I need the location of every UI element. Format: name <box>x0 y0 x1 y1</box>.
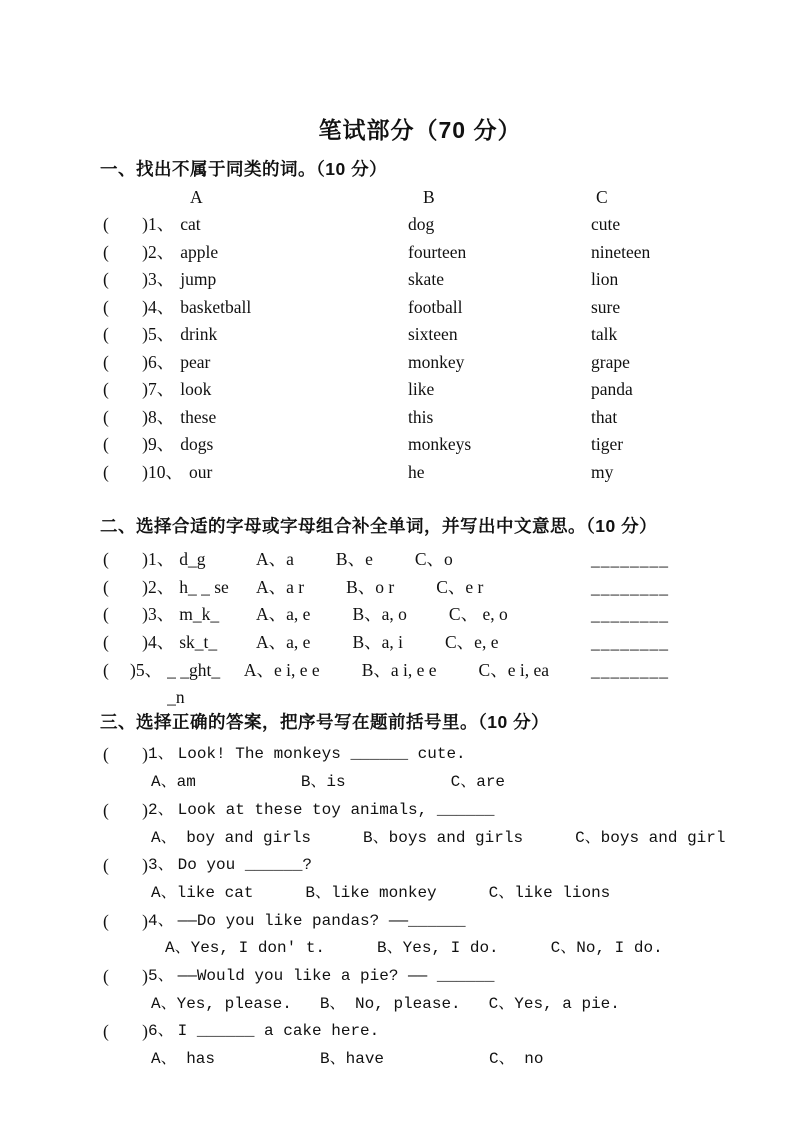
answer-parentheses <box>103 546 148 574</box>
word-a: cat <box>180 214 201 234</box>
option-b: B、like monkey <box>305 883 437 902</box>
fill-word-row <box>103 546 669 574</box>
answer-parentheses <box>103 629 148 657</box>
paren-open: ( <box>103 434 109 454</box>
word-a: these <box>180 406 217 427</box>
row-number: 1、 <box>148 549 175 569</box>
answer-parentheses <box>103 601 148 629</box>
option-b: B、a i, e e <box>361 659 437 680</box>
paren-close: ) <box>142 799 148 820</box>
paren-open: ( <box>103 744 109 765</box>
option-c: C、 no <box>489 1050 544 1068</box>
question-number: 1、 <box>148 745 174 764</box>
word-b: monkeys <box>408 434 472 454</box>
question-text: Look at these toy animals, ______ <box>177 800 495 819</box>
question-number: 5、 <box>148 966 174 985</box>
paren-open: ( <box>103 379 109 399</box>
word-b: fourteen <box>408 241 467 262</box>
option-a: A、 has <box>151 1050 216 1068</box>
paren-open: ( <box>103 351 109 372</box>
paren-close: ) <box>142 269 148 289</box>
option-b: B、a, o <box>352 604 407 625</box>
answer-parentheses <box>103 349 148 377</box>
row-number: 3、 <box>148 269 175 289</box>
paren-open: ( <box>103 324 109 344</box>
word-b: sixteen <box>408 324 458 344</box>
section2-heading: 二、选择合适的字母或字母组合补全单词，并写出中文意思。（10 分） <box>100 516 658 536</box>
paren-close: ) <box>142 379 148 399</box>
word-a: apple <box>180 241 219 262</box>
row-number: 1、 <box>148 214 175 234</box>
table-row <box>103 376 800 404</box>
table-row <box>103 349 800 377</box>
paren-close: ) <box>142 576 148 597</box>
paren-close: ) <box>142 461 148 482</box>
answer-parentheses <box>103 266 148 294</box>
question-line <box>103 741 800 769</box>
option-c: C、Yes, a pie. <box>488 994 620 1013</box>
word-b: football <box>408 296 463 317</box>
options-line <box>103 935 800 963</box>
paren-close: ) <box>142 604 148 625</box>
paren-open: ( <box>103 406 109 427</box>
option-c: C、e r <box>436 576 484 597</box>
word-c: lion <box>591 269 619 289</box>
table-row <box>103 459 800 487</box>
answer-parentheses <box>103 852 148 880</box>
option-a: A、a <box>256 549 294 569</box>
paren-close: ) <box>142 855 148 876</box>
word-c: my <box>591 461 614 482</box>
column-header-b: B <box>423 187 435 207</box>
row-number: 7、 <box>148 379 175 399</box>
table-row <box>103 239 800 267</box>
option-b: B、a, i <box>352 632 403 653</box>
row-number: 8、 <box>148 406 175 427</box>
section1-heading: 一、找出不属于同类的词。（10 分） <box>100 159 388 179</box>
answer-parentheses <box>103 459 148 487</box>
word-a: jump <box>180 269 217 289</box>
answer-parentheses <box>103 741 148 769</box>
question-line <box>103 963 800 991</box>
answer-parentheses <box>103 239 148 267</box>
fill-word-row <box>103 657 669 708</box>
answer-parentheses <box>103 963 148 991</box>
meaning-blank-line: ________ <box>591 659 669 680</box>
paren-close: ) <box>142 214 148 234</box>
table-row <box>103 294 800 322</box>
paren-open: ( <box>103 910 109 931</box>
row-number: 2、 <box>148 576 175 597</box>
option-a: A、a, e <box>256 632 311 653</box>
row-number: 2、 <box>148 241 175 262</box>
meaning-blank-line: ________ <box>591 549 669 569</box>
row-number: 10、 <box>148 461 183 482</box>
answer-parentheses <box>103 211 148 239</box>
incomplete-word: d_g <box>179 549 206 569</box>
options-line <box>103 1046 800 1074</box>
word-b: dog <box>408 214 435 234</box>
question-text: I ______ a cake here. <box>177 1022 380 1041</box>
paren-open: ( <box>103 576 109 597</box>
paren-open: ( <box>103 269 109 289</box>
section-3 <box>0 708 800 1073</box>
options-line <box>103 769 800 797</box>
paren-close: ) <box>142 434 148 454</box>
answer-parentheses <box>103 657 136 685</box>
row-number: 4、 <box>148 632 175 653</box>
row-number: 4、 <box>148 296 175 317</box>
paren-open: ( <box>103 799 109 820</box>
paren-close: ) <box>142 241 148 262</box>
row-number: 6、 <box>148 351 175 372</box>
word-c: cute <box>591 214 621 234</box>
question-text: Do you ______? <box>177 856 313 875</box>
row-number: 3、 <box>148 604 175 625</box>
table-row <box>103 211 800 239</box>
word-b: he <box>408 461 425 482</box>
paren-open: ( <box>103 1021 109 1042</box>
word-a: drink <box>180 324 218 344</box>
word-c: nineteen <box>591 241 651 262</box>
table-row <box>103 404 800 432</box>
answer-parentheses <box>103 908 148 936</box>
meaning-blank-line: ________ <box>591 632 669 653</box>
paren-open: ( <box>103 965 109 986</box>
option-c: C、No, I do. <box>550 939 663 958</box>
option-a: A、like cat <box>151 883 254 902</box>
word-a: basketball <box>180 296 252 317</box>
paren-open: ( <box>103 604 109 625</box>
table-row <box>103 431 800 459</box>
question-number: 3、 <box>148 856 174 875</box>
option-b: B、e <box>335 549 373 569</box>
option-c: C、o <box>414 549 453 569</box>
paren-open: ( <box>103 632 109 653</box>
word-b: monkey <box>408 351 465 372</box>
paren-close: ) <box>142 632 148 653</box>
option-b: B、Yes, I do. <box>377 939 499 958</box>
option-c: C、like lions <box>488 883 611 902</box>
word-c: that <box>591 406 618 427</box>
column-header-c: C <box>596 187 608 207</box>
section1-column-headers <box>103 184 800 211</box>
word-a: dogs <box>180 434 214 454</box>
option-a: A、am <box>151 773 196 792</box>
option-c: C、e, e <box>445 632 499 653</box>
fill-word-row <box>103 601 669 629</box>
word-b: this <box>408 406 434 427</box>
meaning-blank-line: ________ <box>591 604 669 625</box>
paren-close: ) <box>142 1021 148 1042</box>
table-row <box>103 266 800 294</box>
question-line <box>103 797 800 825</box>
word-a: pear <box>180 351 211 372</box>
answer-parentheses <box>103 431 148 459</box>
question-text: ——Would you like a pie? —— ______ <box>177 966 495 985</box>
section-1 <box>0 155 800 486</box>
paren-open: ( <box>103 296 109 317</box>
paren-close: ) <box>142 549 148 569</box>
answer-parentheses <box>103 376 148 404</box>
word-b: like <box>408 379 435 399</box>
option-b: B、is <box>300 773 346 792</box>
question-number: 4、 <box>148 911 174 930</box>
word-b: skate <box>408 269 444 289</box>
paren-open: ( <box>103 659 109 680</box>
paren-open: ( <box>103 241 109 262</box>
word-c: panda <box>591 379 633 399</box>
option-b: B、o r <box>346 576 395 597</box>
question-number: 2、 <box>148 800 174 819</box>
paren-close: ) <box>142 910 148 931</box>
row-number: 5、 <box>148 324 175 344</box>
options-line <box>103 880 800 908</box>
paren-open: ( <box>103 461 109 482</box>
option-c: C、e i, ea <box>478 659 549 680</box>
answer-parentheses <box>103 574 148 602</box>
paren-open: ( <box>103 549 109 569</box>
options-line <box>103 825 800 853</box>
section-2 <box>0 512 800 708</box>
question-line <box>103 908 800 936</box>
answer-parentheses <box>103 404 148 432</box>
paren-close: ) <box>130 659 136 680</box>
option-a: A、Yes, I don' t. <box>165 939 326 958</box>
word-c: tiger <box>591 434 624 454</box>
paren-close: ) <box>142 406 148 427</box>
table-row <box>103 321 800 349</box>
option-a: A、e i, e e <box>243 659 320 680</box>
option-a: A、a, e <box>256 604 311 625</box>
section3-heading: 三、选择正确的答案，把序号写在题前括号里。（10 分） <box>100 712 550 733</box>
option-b: B、have <box>320 1050 385 1068</box>
option-b: B、 No, please. <box>319 994 461 1013</box>
question-text: Look! The monkeys ______ cute. <box>177 745 466 764</box>
row-number: 9、 <box>148 434 175 454</box>
paren-open: ( <box>103 855 109 876</box>
option-c: C、boys and girl <box>575 828 726 847</box>
paren-close: ) <box>142 296 148 317</box>
options-line <box>103 991 800 1019</box>
paren-close: ) <box>142 324 148 344</box>
question-number: 6、 <box>148 1022 174 1041</box>
incomplete-word: _ _ght_ _n <box>167 659 221 708</box>
question-line <box>103 1018 800 1046</box>
page-title: 笔试部分（70 分） <box>318 117 522 143</box>
word-c: grape <box>591 351 630 372</box>
spacer <box>103 184 148 211</box>
paren-close: ) <box>142 965 148 986</box>
answer-parentheses <box>103 321 148 349</box>
option-c: C、 e, o <box>448 604 508 625</box>
answer-parentheses <box>103 294 148 322</box>
word-a: our <box>189 461 213 482</box>
option-b: B、boys and girls <box>363 828 524 847</box>
paren-close: ) <box>142 351 148 372</box>
incomplete-word: h_ _ se <box>179 576 229 597</box>
option-a: A、a r <box>256 576 305 597</box>
option-a: A、Yes, please. <box>151 994 292 1013</box>
row-number: 5、 <box>135 659 163 680</box>
word-a: look <box>180 379 212 399</box>
paren-open: ( <box>103 214 109 234</box>
incomplete-word: sk_t_ <box>179 632 218 653</box>
answer-parentheses <box>103 797 148 825</box>
question-line <box>103 852 800 880</box>
fill-word-row <box>103 574 669 602</box>
fill-word-row <box>103 629 669 657</box>
option-c: C、are <box>450 773 506 792</box>
option-a: A、 boy and girls <box>151 828 312 847</box>
incomplete-word: m_k_ <box>179 604 220 625</box>
column-header-a: A <box>190 187 203 207</box>
question-text: ——Do you like pandas? ——______ <box>177 911 466 930</box>
meaning-blank-line: ________ <box>591 576 669 597</box>
word-c: talk <box>591 324 618 344</box>
answer-parentheses <box>103 1018 148 1046</box>
paren-close: ) <box>142 744 148 765</box>
word-c: sure <box>591 296 621 317</box>
